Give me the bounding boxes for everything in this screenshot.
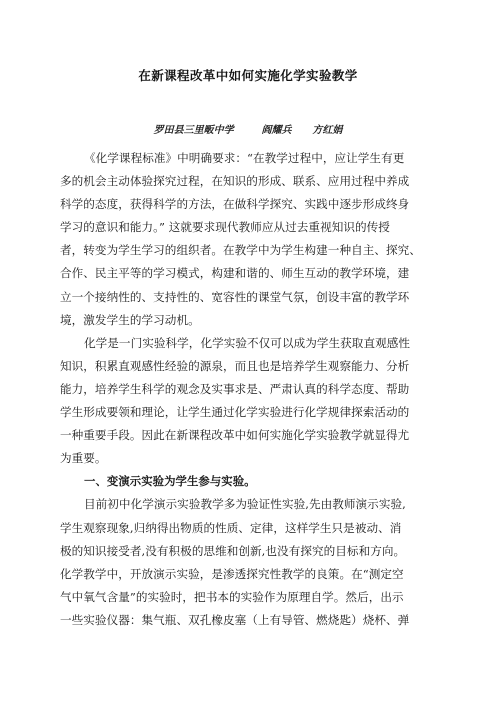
paragraph-line: 目前初中化学演示实验教学多为验证性实验,先由教师演示实验, [84,497,406,512]
paragraph-line: 为重要。 [60,451,107,466]
byline-author-1: 阎耀兵 [261,125,292,136]
paragraph-line: 多的机会主动体验探究过程，在知识的形成、联系、应用过程中养成 [60,174,410,189]
paragraph-line: 科学的态度，获得科学的方法，在做科学探究、实践中逐步形成终身 [60,197,410,212]
paragraph-line: 极的知识接受者,没有积极的思维和创新,也没有探究的目标和方向。 [60,543,406,558]
paragraph-line: 合作、民主平等的学习模式，构建和谐的、师生互动的教学环境，建 [60,266,410,281]
paragraph-line: 知识，积累直观感性经验的源泉，而且也是培养学生观察能力、分析 [60,358,410,373]
paragraph-line: 化学教学中，开放演示实验，是渗透探究性教学的良策。在“测定空 [60,566,404,581]
paragraph-line: 一些实验仪器：集气瓶、双孔橡皮塞（上有导管、燃烧匙）烧杯、弹 [60,612,410,627]
byline [0,121,496,136]
paragraph-line: 一种重要手段。因此在新课程改革中如何实施化学实验教学就显得尤 [60,428,410,443]
byline-author-2: 方红娟 [312,125,343,136]
paragraph-line: 能力，培养学生科学的观念及实事求是、严肃认真的科学态度、帮助 [60,381,410,396]
paragraph-line: 气中氧气含量”的实验时，把书本的实验作为原理自学。然后，出示 [60,589,404,604]
paragraph-line: 者，转变为学生学习的组织者。在教学中为学生构建一种自主、探究、 [60,243,421,258]
paragraph-line: 学习的意识和能力。” 这就要求现代教师应从过去重视知识的传授 [60,220,390,235]
paragraph-line: 学生形成要领和理论，让学生通过化学实验进行化学规律探索活动的 [60,405,410,420]
paragraph-line: 学生观察现象,归纳得出物质的性质、定律，这样学生只是被动、消 [60,520,402,535]
byline-school: 罗田县三里畈中学 [153,125,234,136]
document-body [60,147,436,632]
paragraph-line: 立一个接纳性的、支持性的、宽容性的课堂气氛，创设丰富的教学环 [60,289,410,304]
paragraph-line: 境，激发学生的学习动机。 [60,312,200,327]
paragraph-line: 化学是一门实验科学，化学实验不仅可以成为学生获取直观感性 [84,335,411,350]
paragraph-line: 《化学课程标准》中明确要求：“在教学过程中，应让学生有更 [84,151,405,165]
section-heading: 一、变演示实验为学生参与实验。 [84,474,256,489]
document-title: 在新课程改革中如何实施化学实验教学 [138,68,358,83]
